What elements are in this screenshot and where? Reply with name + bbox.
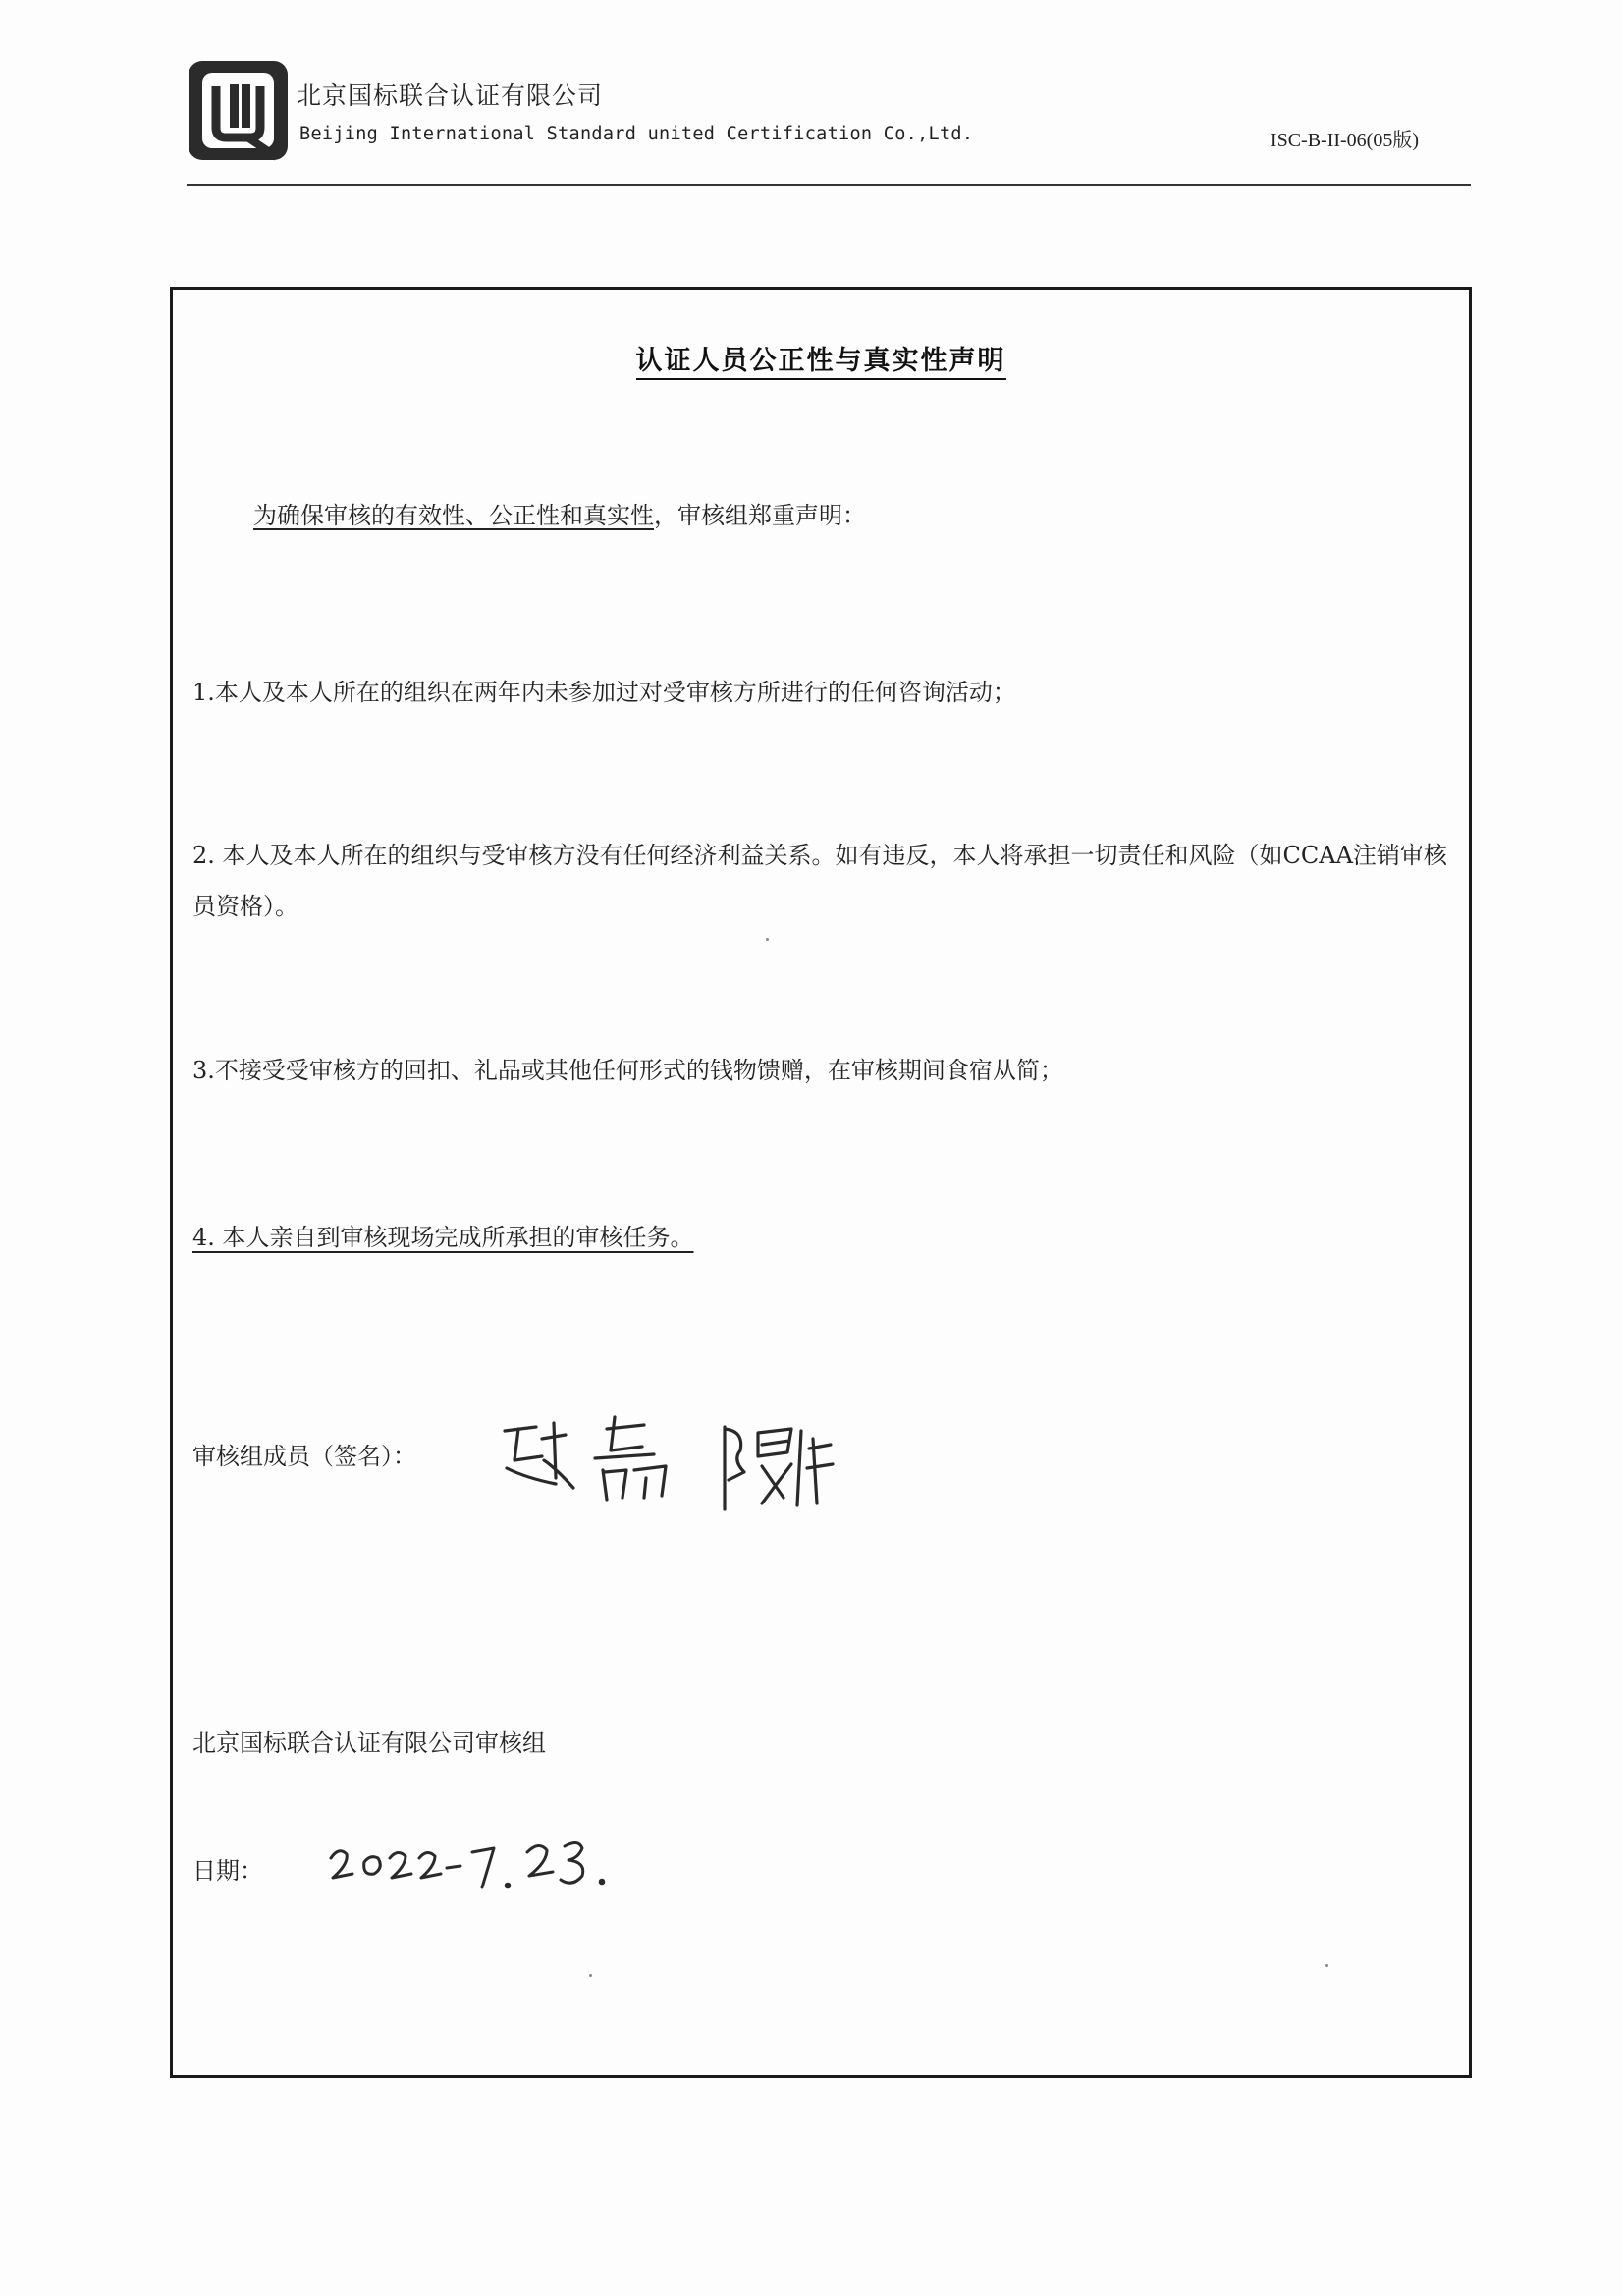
audit-group-organization: 北京国标联合认证有限公司审核组 — [192, 1729, 546, 1757]
handwritten-signatures — [497, 1409, 919, 1517]
handwritten-date — [325, 1817, 639, 1895]
scan-speck — [766, 938, 769, 941]
company-name-english: Beijing International Standard united Certification Co.,Ltd. — [299, 124, 974, 144]
scan-speck — [1325, 1964, 1328, 1967]
declaration-item-1: 1.本人及本人所在的组织在两年内未参加过对受审核方所进行的任何咨询活动； — [192, 679, 1016, 706]
declaration-frame — [170, 287, 1472, 2078]
intro-underlined-text: 为确保审核的有效性、公正性和真实性 — [253, 502, 654, 529]
intro-statement — [253, 496, 866, 530]
document-title — [173, 339, 1469, 377]
company-name-chinese: 北京国标联合认证有限公司 — [297, 82, 604, 110]
scan-speck — [589, 1974, 592, 1977]
document-title-text: 认证人员公正性与真实性声明 — [636, 346, 1006, 380]
declaration-item-4: 4. 本人亲自到审核现场完成所承担的审核任务。 — [192, 1224, 694, 1251]
date-label: 日期： — [192, 1857, 263, 1885]
document-code: ISC-B-II-06(05版) — [1270, 130, 1419, 151]
signature-label: 审核组成员（签名）： — [192, 1443, 416, 1470]
declaration-item-3: 3.不接受受审核方的回扣、礼品或其他任何形式的钱物馈赠，在审核期间食宿从简； — [192, 1057, 1063, 1084]
company-logo-icon — [187, 59, 290, 162]
header-divider — [187, 184, 1471, 186]
intro-rest-text: ，审核组郑重声明： — [654, 502, 866, 529]
letterhead — [187, 59, 1473, 191]
declaration-item-2: 2. 本人及本人所在的组织与受审核方没有任何经济利益关系。如有违反，本人将承担一切责任和风险（如CCAA注销审核员资格）。 — [192, 842, 1447, 920]
